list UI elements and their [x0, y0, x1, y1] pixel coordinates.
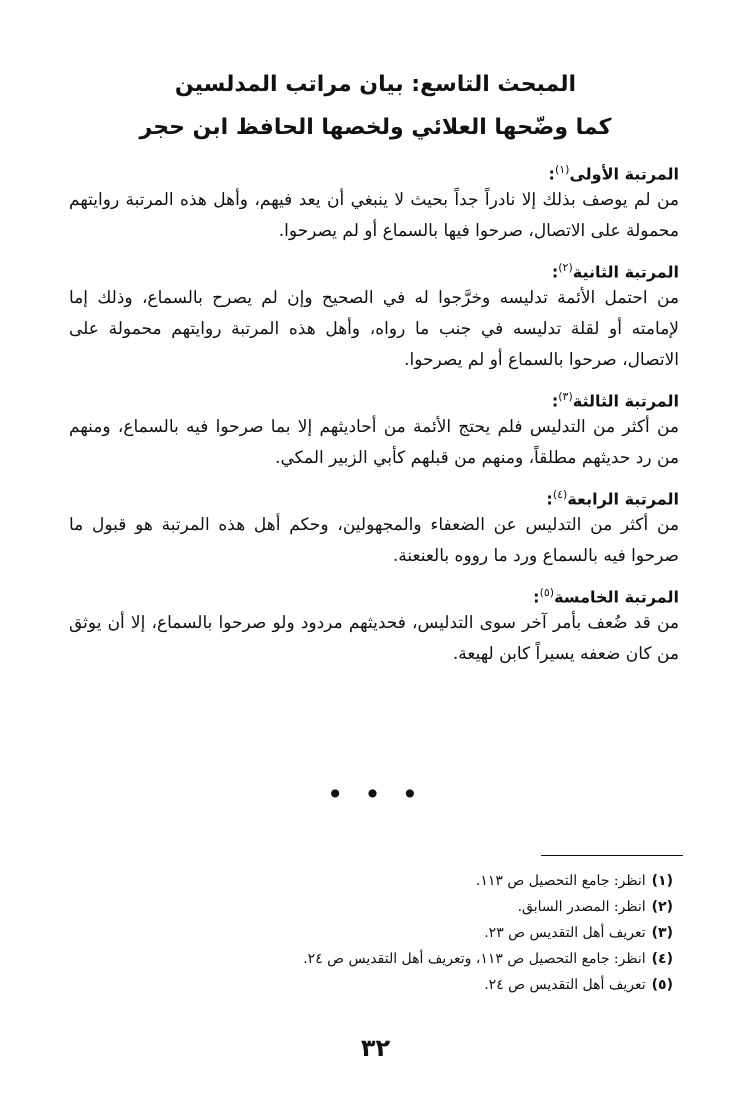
- rank-heading: المرتبة الثانية$^{(٢)}$:: [551, 261, 679, 282]
- footnote-item: [73, 972, 673, 998]
- footnote-number: (٢): [651, 899, 673, 915]
- footnote-item: [73, 920, 673, 946]
- footnote-number: (١): [651, 873, 673, 889]
- section-title: المبحث التاسع: بيان مراتب المدلسين: [174, 72, 577, 97]
- footnote-number: (٤): [651, 951, 673, 967]
- footnote-item: [73, 894, 673, 920]
- footnote-marker: (٥): [539, 586, 555, 599]
- rank-text: من لم يوصف بذلك إلا نادراً جداً بحيث لا ينبغي أن يعد فيهم، وأهل هذه المرتبة روايتهم محمولة على الاتصال، صرحوا فيها بالسماع أو لم يصرحوا.: [69, 190, 679, 241]
- footnote-item: [73, 868, 673, 894]
- rank-heading: المرتبة الخامسة$^{(٥)}$:: [533, 586, 679, 607]
- rank-5: [69, 578, 679, 670]
- rank-4: [69, 480, 679, 572]
- rank-heading-text: المرتبة الثانية: [572, 262, 679, 282]
- rank-3: [69, 382, 679, 474]
- rank-heading-text: المرتبة الرابعة: [567, 489, 679, 509]
- rank-heading: المرتبة الرابعة$^{(٤)}$:: [546, 488, 679, 509]
- footnote-number: (٣): [651, 925, 673, 941]
- footnote-marker: (٢): [558, 261, 573, 274]
- rank-text: من أكثر من التدليس عن الضعفاء والمجهولين، وحكم أهل هذه المرتبة هو قبول ما صرحوا فيه بالسماع ورد ما رووه بالعنعنة.: [69, 515, 679, 566]
- rank-heading: المرتبة الثالثة$^{(٣)}$:: [551, 390, 679, 411]
- rank-text: من أكثر من التدليس فلم يحتج الأئمة من أحاديثهم إلا بما صرحوا فيه بالسماع، ومنهم من رد حديثهم مطلقاً، ومنهم من قبلهم كأبي الزبير المكي.: [69, 417, 679, 468]
- footnote-marker: (١): [554, 163, 570, 176]
- rank-heading-text: المرتبة الثالثة: [572, 391, 679, 411]
- section-separator: • • •: [326, 778, 425, 811]
- footnote-marker: (٣): [558, 390, 573, 403]
- rank-1: [69, 155, 679, 247]
- footnote-text: تعريف أهل التقديس ص ٢٣.: [484, 925, 646, 941]
- rank-text: من احتمل الأئمة تدليسه وخرَّجوا له في الصحيح وإن لم يصرح بالسماع، وذلك إما لإمامته أو لقلة تدليسه في جنب ما رواه، وأهل هذه المرتبة روايتهم محمولة على الاتصال، صرحوا بالسماع أو لم يصرحوا.: [69, 288, 679, 370]
- footnote-text: تعريف أهل التقديس ص ٢٤.: [484, 977, 646, 993]
- footnote-number: (٥): [651, 977, 673, 993]
- section-subtitle: كما وضّحها العلائي ولخصها الحافظ ابن حجر: [139, 115, 612, 140]
- footnote-text: انظر: المصدر السابق.: [517, 899, 646, 915]
- rank-heading: المرتبة الأولى$^{(١)}$:: [548, 163, 679, 184]
- footnote-text: انظر: جامع التحصيل ص ١١٣، وتعريف أهل التقديس ص ٢٤.: [303, 951, 646, 967]
- rank-2: [69, 253, 679, 376]
- rank-heading-text: المرتبة الأولى: [569, 164, 679, 184]
- footnote-item: [73, 946, 673, 972]
- rank-text: من قد ضُعف بأمر آخر سوى التدليس، فحديثهم مردود ولو صرحوا بالسماع، إلا أن يوثق من كان ضعفه يسيراً كابن لهيعة.: [69, 613, 679, 664]
- ranks-body: [69, 155, 679, 676]
- footnote-divider: [541, 855, 683, 856]
- footnotes: [73, 868, 673, 998]
- footnote-text: انظر: جامع التحصيل ص ١١٣.: [475, 873, 646, 889]
- rank-heading-text: المرتبة الخامسة: [554, 587, 679, 607]
- footnote-marker: (٤): [552, 488, 568, 501]
- page-number: ٣٢: [360, 1034, 391, 1062]
